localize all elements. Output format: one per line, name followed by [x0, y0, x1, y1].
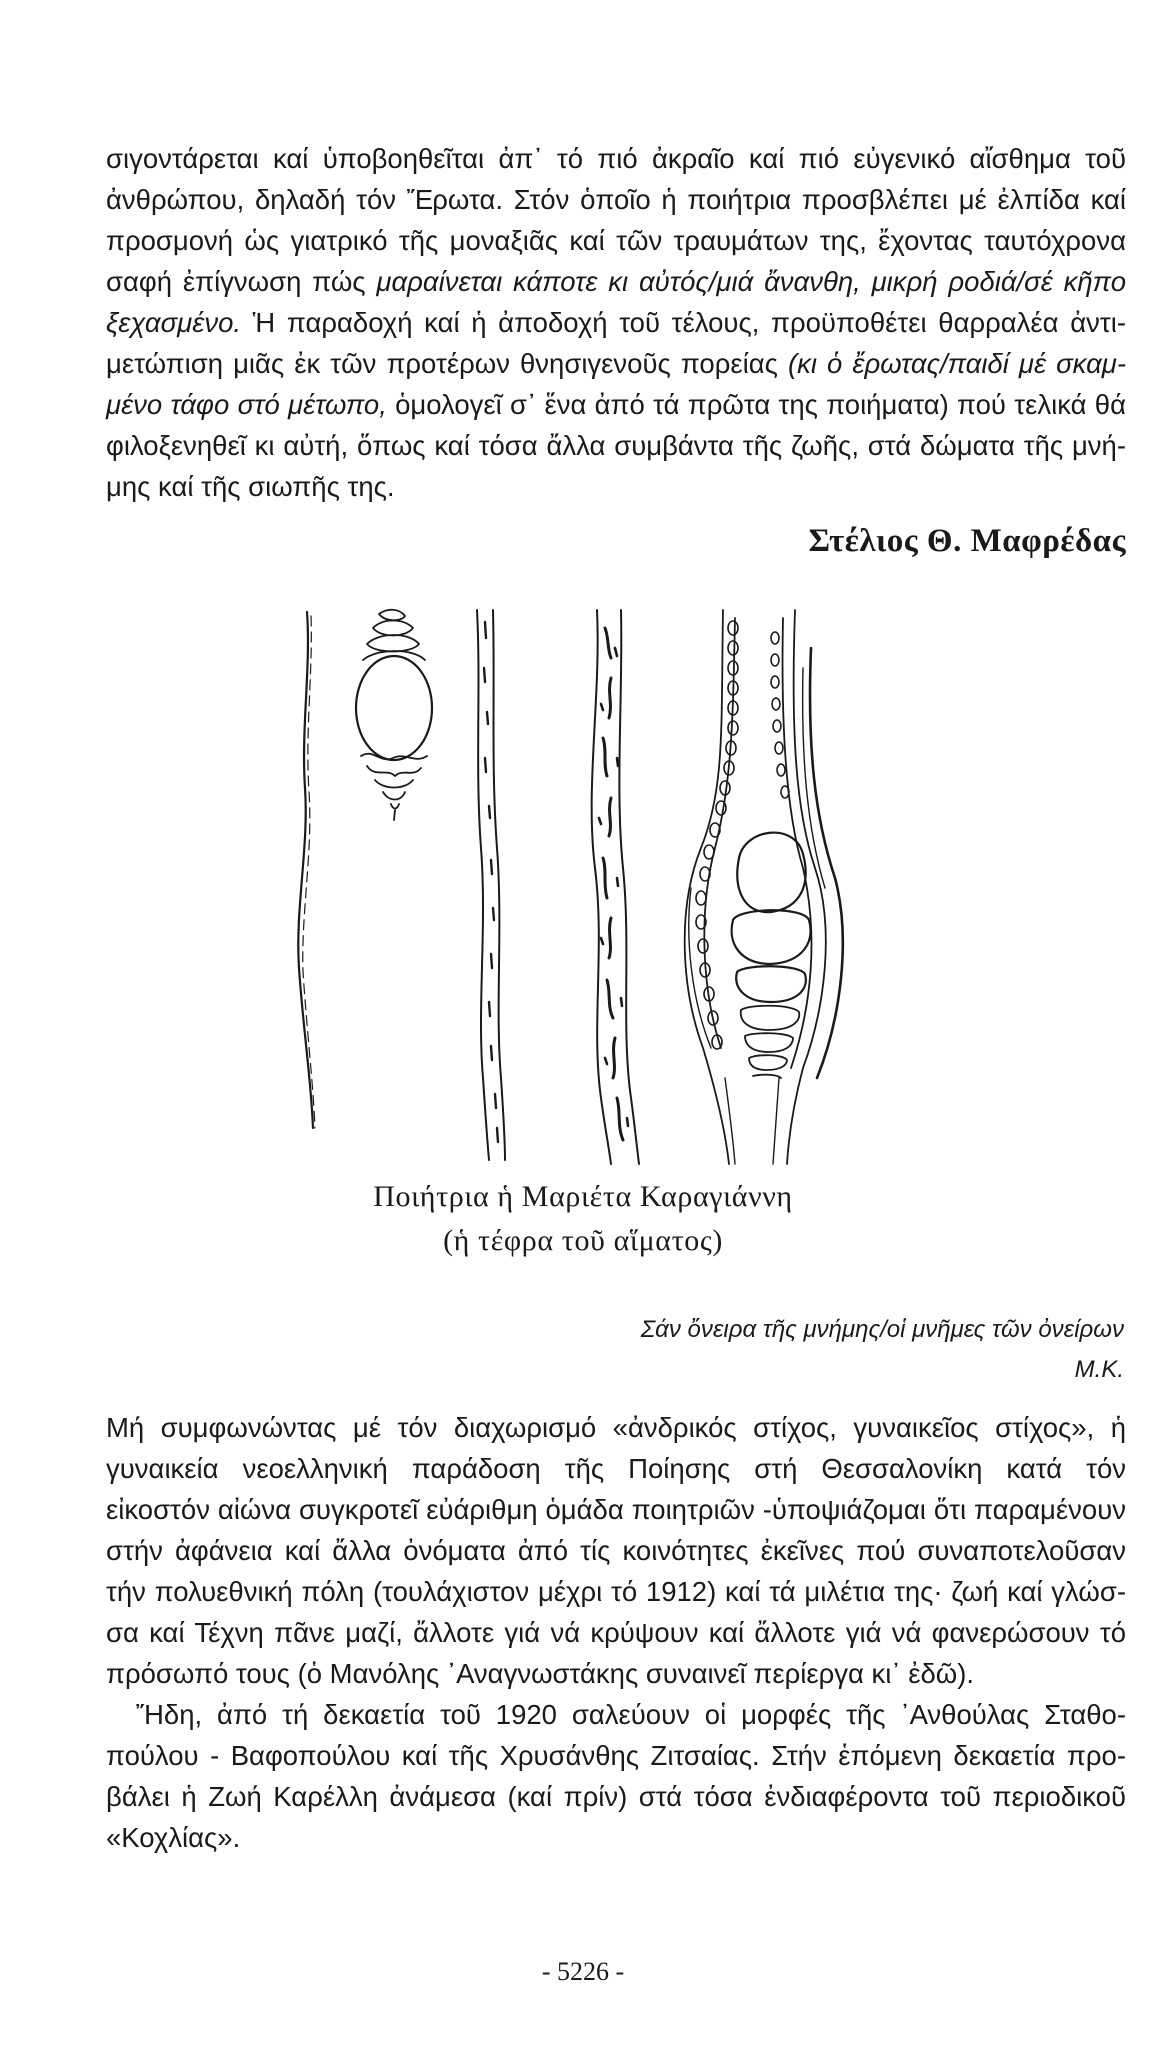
bulging-strand-drawing: [685, 610, 843, 1164]
double-strand-drawing: [477, 610, 505, 1160]
text-line: εἰκοστόν αἰώνα συγκροτεῖ εὐάριθμη ὁμάδα ποιητριῶν -ὑποψιάζομαι ὅτι παραμένουν: [106, 1494, 1126, 1525]
text-line: Μή συμφωνώντας μέ τόν διαχωρισμό «ἀνδρικός στίχος, γυναικεῖος στίχος», ἡ: [106, 1412, 1126, 1443]
text-line: στήν ἀφάνεια καί ἄλλα ὀνόματα ἀπό τίς κοινότητες ἐκεῖνες πού συναποτελοῦσαν: [106, 1535, 1126, 1566]
text-line: σα καί Τέχνη πᾶνε μαζί, ἄλλοτε γιά νά κρύψουν καί ἄλλοτε γιά νά φανερώσουν τό: [106, 1617, 1126, 1648]
text-line: σιγοντάρεται καί ὑποβοηθεῖται ἀπ᾽ τό πιό ἀκραῖο καί πιό εὐγενικό αἴσθημα τοῦ: [106, 143, 1126, 174]
body-paragraph-1: [106, 1407, 1126, 1694]
epigraph-initials: Μ.Κ.: [1074, 1356, 1124, 1383]
text-line: πούλου - Βαφοπούλου καί τῆς Χρυσάνθης Ζιτσαίας. Στήν ἑπόμενη δεκαετία προ-: [106, 1740, 1126, 1771]
text-line: φιλοξενηθεῖ κι αὐτή, ὅπως καί τόσα ἄλλα συμβάντα τῆς ζωῆς, στά δώματα τῆς μνή-: [106, 430, 1126, 461]
top-paragraph: [106, 138, 1126, 507]
text-line: βάλει ἡ Ζωή Καρέλλη ἀνάμεσα (καί πρίν) στά τόσα ἐνδιαφέροντα τοῦ περιοδικοῦ: [106, 1781, 1126, 1812]
text-line: ξεχασμένο. Ἡ παραδοχή καί ἡ ἀποδοχή τοῦ τέλους, προϋποθέτει θαρραλέα ἀντι-: [106, 307, 1126, 338]
epigraph-quote: Σάν ὄνειρα τῆς μνήμης/οἱ μνῆμες τῶν ὀνείρων: [640, 1316, 1124, 1343]
text-line: μετώπιση μιᾶς ἐκ τῶν προτέρων θνησιγενοῦς πορείας (κι ὁ ἔρωτας/παιδί μέ σκαμ-: [106, 348, 1126, 379]
text-line: προσμονή ὡς γιατρικό τῆς μοναξιᾶς καί τῶν τραυμάτων της, ἔχοντας ταυτόχρονα: [106, 225, 1126, 256]
author-signature: Στέλιος Θ. Μαφρέδας: [808, 523, 1126, 559]
cell-strand-drawing: [592, 610, 639, 1164]
text-line: ἀνθρώπου, δηλαδή τόν Ἔρωτα. Στόν ὁποῖο ἡ ποιήτρια προσβλέπει μέ ἐλπίδα καί: [106, 184, 1126, 215]
text-line: σαφή ἐπίγνωση πώς μαραίνεται κάποτε κι αὐτός/μιά ἄνανθη, μικρή ροδιά/σέ κῆπο: [106, 266, 1127, 297]
drop-shape-drawing: [356, 610, 432, 820]
poet-caption-subtitle: (ἡ τέφρα τοῦ αἵματος): [443, 1224, 723, 1257]
poet-caption-name: Ποιήτρια ἡ Μαριέτα Καραγιάννη: [373, 1180, 793, 1213]
text-line: πρόσωπό τους (ὁ Μανόλης ᾽Αναγνωστάκης συναινεῖ περίεργα κι᾽ ἐδῶ).: [106, 1658, 975, 1689]
text-line: τήν πολυεθνική πόλη (τουλάχιστον μέχρι τό 1912) καί τά μιλέτια της· ζωή καί γλώσ-: [106, 1576, 1126, 1607]
text-line: Ἤδη, ἀπό τή δεκαετία τοῦ 1920 σαλεύουν οἱ μορφές τῆς ᾽Ανθούλας Σταθο-: [136, 1699, 1126, 1730]
body-paragraph-2: [106, 1694, 1126, 1858]
text-line: γυναικεία νεοελληνική παράδοση τῆς Ποίησης στή Θεσσαλονίκη κατά τόν: [106, 1453, 1126, 1484]
ink-drawing-illustration: [255, 608, 905, 1168]
page-number: - 5226 -: [541, 1957, 625, 1986]
text-line: μένο τάφο στό μέτωπο, ὁμολογεῖ σ᾽ ἕνα ἀπό τά πρῶτα της ποιήματα) πού τελικά θά: [106, 389, 1126, 420]
text-line: μης καί τῆς σιωπῆς της.: [106, 471, 395, 502]
thin-strand-drawing: [298, 612, 315, 1128]
text-line: «Κοχλίας».: [106, 1822, 241, 1853]
